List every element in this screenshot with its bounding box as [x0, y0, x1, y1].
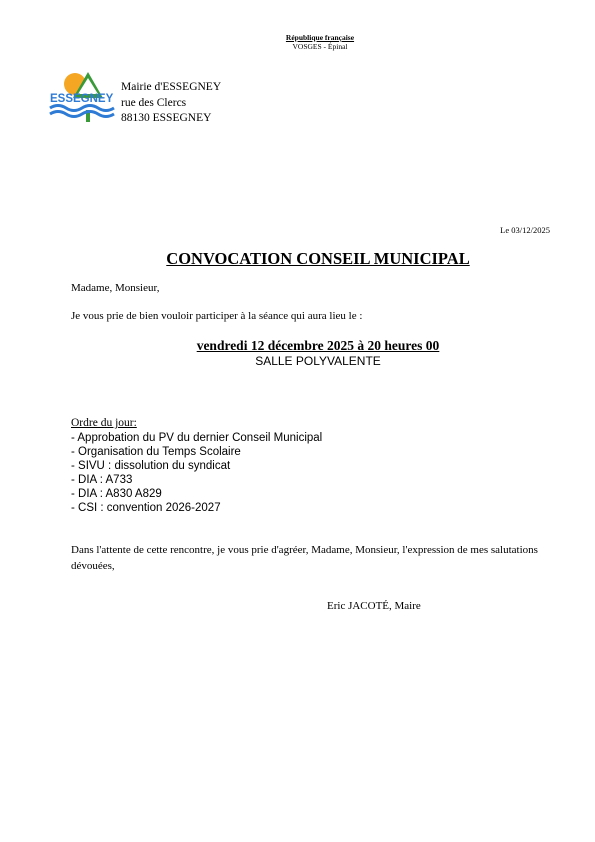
department-label: VOSGES - Épinal: [292, 42, 348, 51]
agenda-item: - DIA : A830 A829: [71, 488, 162, 500]
meeting-location: SALLE POLYVALENTE: [255, 354, 381, 368]
sender-address: [121, 80, 221, 127]
salutation: Madame, Monsieur,: [71, 282, 160, 294]
agenda-list: [71, 431, 322, 515]
closing-text: Dans l'attente de cette rencontre, je vous prie d'agréer, Madame, Monsieur, l'expression de mes salutations dévouées,: [71, 544, 538, 572]
agenda-item: - DIA : A733: [71, 474, 133, 486]
address-line-1: Mairie d'ESSEGNEY: [121, 81, 222, 93]
address-line-3: 88130 ESSEGNEY: [121, 112, 212, 124]
agenda-item: - Approbation du PV du dernier Conseil Municipal: [71, 432, 323, 444]
agenda-item: - Organisation du Temps Scolaire: [71, 446, 241, 458]
republic-label: République française: [285, 33, 355, 42]
agenda-title: Ordre du jour:: [71, 417, 137, 429]
address-line-2: rue des Clercs: [121, 96, 187, 109]
letter-title: CONVOCATION CONSEIL MUNICIPAL: [166, 249, 470, 268]
invitation-text: Je vous prie de bien vouloir participer à la séance qui aura lieu le :: [71, 310, 363, 322]
meeting-date: vendredi 12 décembre 2025 à 20 heures 00: [196, 338, 440, 353]
letter-header: [0, 33, 595, 51]
letter-date: Le 03/12/2025: [500, 225, 550, 235]
agenda-item: - SIVU : dissolution du syndicat: [71, 460, 231, 472]
town-logo-image: [48, 70, 118, 126]
logo-text: ESSEGNEY: [50, 93, 114, 105]
town-logo: [48, 70, 118, 126]
signature: Eric JACOTÉ, Maire: [327, 600, 421, 612]
agenda-item: - CSI : convention 2026-2027: [71, 502, 221, 514]
